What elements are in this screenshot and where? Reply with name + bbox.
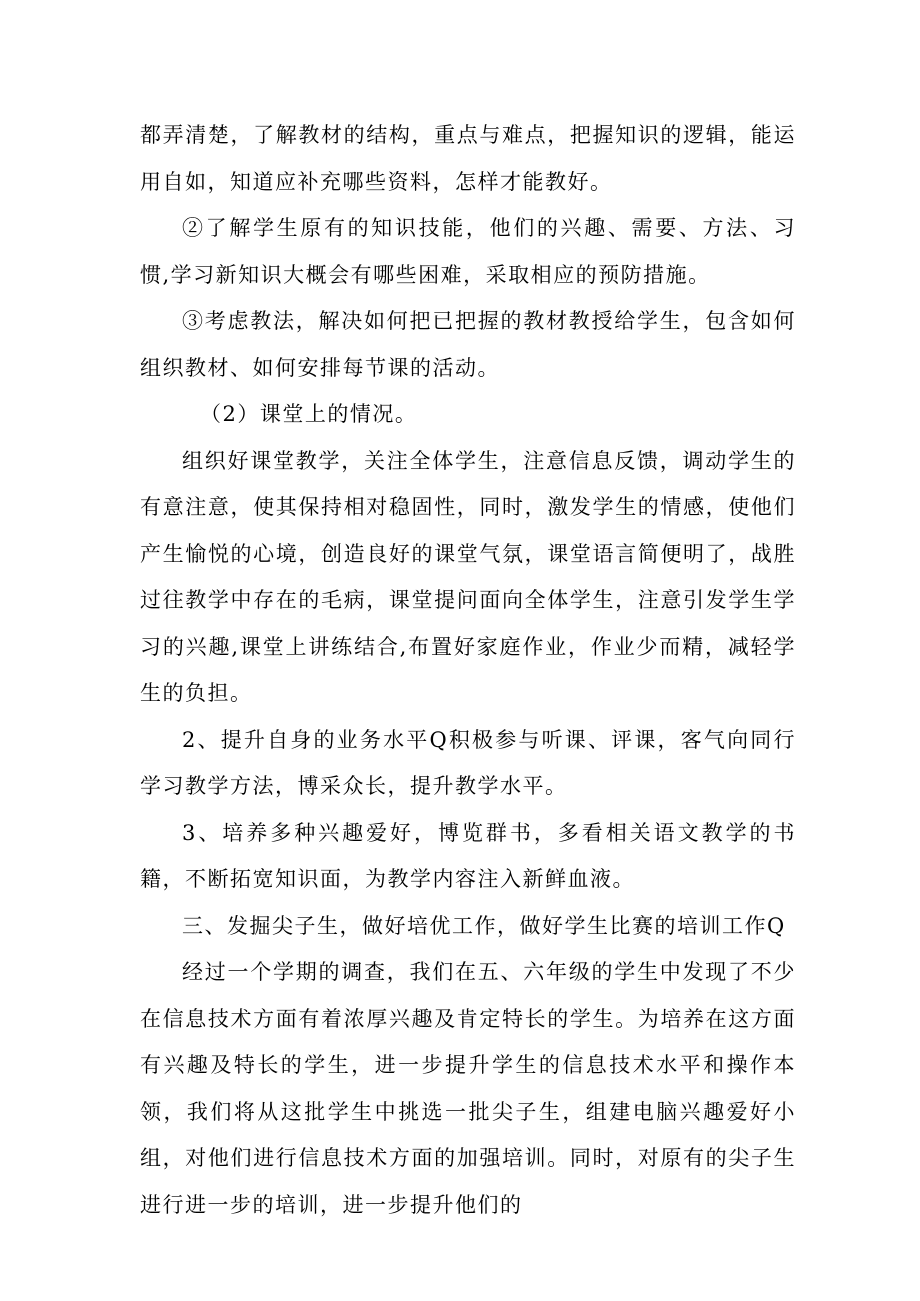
document-body (140, 112, 796, 1228)
paragraph-understand-students: ②了解学生原有的知识技能，他们的兴趣、需要、方法、习惯,学习新知识大概会有哪些困难，采取相应的预防措施。 (140, 216, 796, 287)
paragraph-classroom-teaching: 组织好课堂教学，关注全体学生，注意信息反馈，调动学生的有意注意，使其保持相对稳固性，同时，激发学生的情感，使他们产生愉悦的心境，创造良好的课堂气氛，课堂语言简便明了，战胜过往教学中存在的毛病，课堂提问面向全体学生，注意引发学生学习的兴趣,课堂上讲练结合,布置好家庭作业，作业少而精，减轻学生的负担。 (140, 448, 796, 705)
paragraph-continuation: 都弄清楚，了解教材的结构，重点与难点，把握知识的逻辑，能运用自如，知道应补充哪些资料，怎样才能教好。 (140, 123, 796, 194)
paragraph-survey-training: 经过一个学期的调查，我们在五、六年级的学生中发现了不少在信息技术方面有着浓厚兴趣及肯定特长的学生。为培养在这方面有兴趣及特长的学生，进一步提升学生的信息技术水平和操作本领，我们将从这批学生中挑选一批尖子生，组建电脑兴趣爱好小组，对他们进行信息技术方面的加强培训。同时，对原有的尖子生进行进一步的培训，进一步提升他们的 (140, 960, 796, 1217)
paragraph-teaching-methods: ③考虑教法，解决如何把已把握的教材教授给学生，包含如何组织教材、如何安排每节课的活动。 (140, 309, 796, 380)
paragraph-heading-classroom: （2）课堂上的情况。 (200, 402, 418, 426)
section-heading-top-students: 三、发掘尖子生，做好培优工作，做好学生比赛的培训工作Q (182, 913, 786, 938)
paragraph-professional-level: 2、提升自身的业务水平Q积极参与听课、评课，客气向同行学习教学方法，博采众长，提升教学水平。 (140, 727, 796, 798)
paragraph-interests-hobbies: 3、培养多种兴趣爱好，博览群书，多看相关语文教学的书籍，不断拓宽知识面，为教学内容注入新鲜血液。 (140, 820, 796, 891)
